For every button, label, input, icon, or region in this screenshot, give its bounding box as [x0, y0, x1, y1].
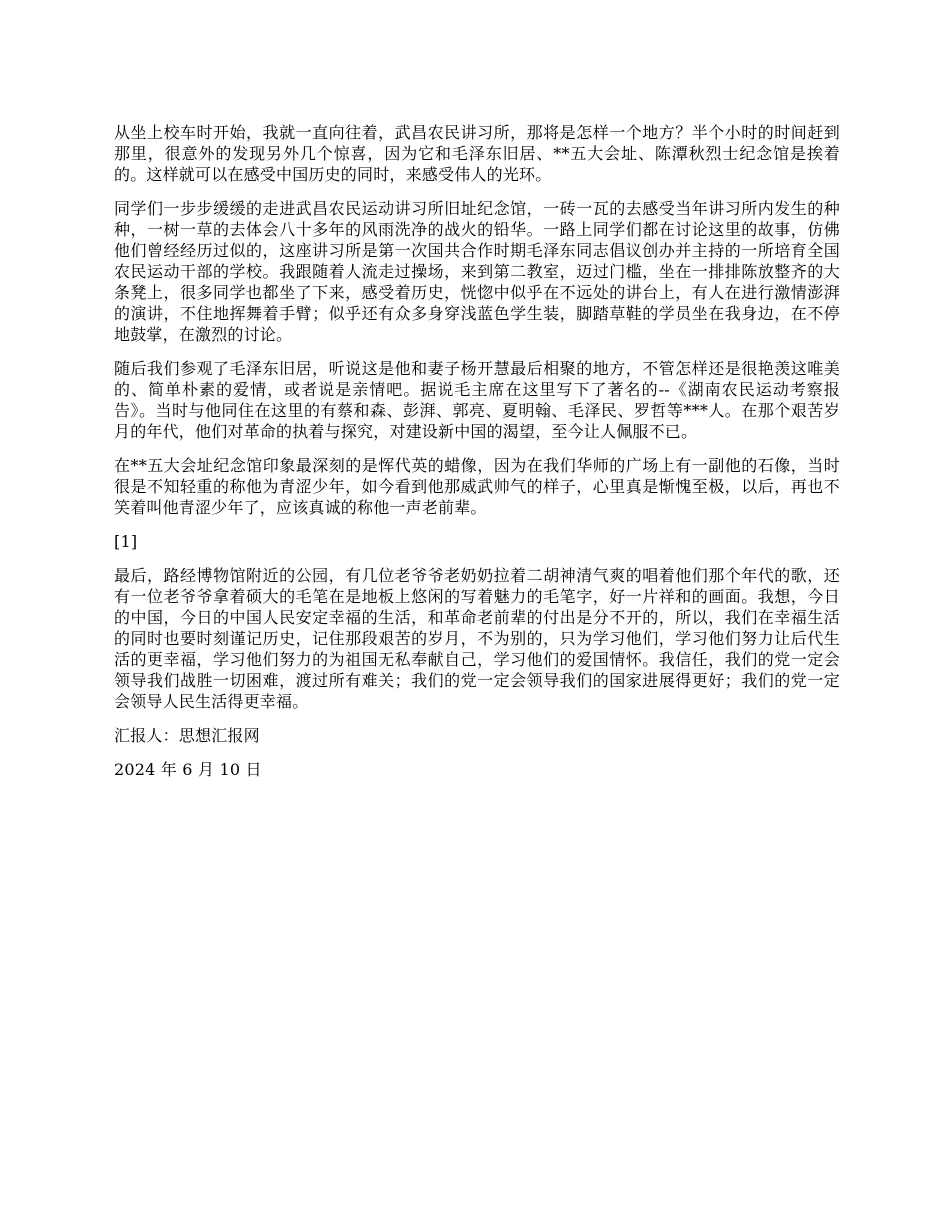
paragraph-congress-site: 在**五大会址纪念馆印象最深刻的是恽代英的蜡像，因为在我们华师的广场上有一副他的石像，当时很是不知轻重的称他为青涩少年，如今看到他那威武帅气的样子，心里真是惭愧至极，以后，再也不笑着叫他青涩少年了，应该真诚的称他一声老前辈。 — [114, 456, 840, 517]
paragraph-conclusion: 最后，路经博物馆附近的公园，有几位老爷爷老奶奶拉着二胡神清气爽的唱着他们那个年代的歌，还有一位老爷爷拿着硕大的毛笔在是地板上悠闲的写着魅力的毛笔字，好一片祥和的画面。我想，今日的中国，今日的中国人民安定幸福的生活，和革命老前辈的付出是分不开的，所以，我们在幸福生活的同时也要时刻谨记历史，记住那段艰苦的岁月，不为别的，只为学习他们，学习他们努力让后代生活的更幸福，学习他们努力的为祖国无私奉献自己，学习他们的爱国情怀。我信任，我们的党一定会领导我们战胜一切困难，渡过所有难关；我们的党一定会领导我们的国家进展得更好；我们的党一定会领导人民生活得更幸福。 — [114, 566, 840, 711]
date-line: 2024 年 6 月 10 日 — [114, 760, 262, 779]
reporter-line: 汇报人：思想汇报网 — [114, 726, 260, 745]
document-page — [114, 122, 840, 793]
paragraph-intro: 从坐上校车时开始，我就一直向往着，武昌农民讲习所，那将是怎样一个地方？半个小时的时间赶到那里，很意外的发现另外几个惊喜，因为它和毛泽东旧居、**五大会址、陈潭秋烈士纪念馆是挨着的。这样就可以在感受中国历史的同时，来感受伟人的光环。 — [114, 123, 840, 184]
footnote-marker: [1] — [114, 532, 138, 551]
paragraph-lecture-hall: 同学们一步步缓缓的走进武昌农民运动讲习所旧址纪念馆，一砖一瓦的去感受当年讲习所内发生的种种，一树一草的去体会八十多年的风雨洗净的战火的铅华。一路上同学们都在讨论这里的故事，仿佛他们曾经经历过似的，这座讲习所是第一次国共合作时期毛泽东同志倡议创办并主持的一所培育全国农民运动干部的学校。我跟随着人流走过操场，来到第二教室，迈过门槛，坐在一排排陈放整齐的大条凳上，很多同学也都坐了下来，感受着历史，恍惚中似乎在不远处的讲台上，有人在进行激情澎湃的演讲，不住地挥舞着手臂；似乎还有众多身穿浅蓝色学生装，脚踏草鞋的学员坐在我身边，在不停地鼓掌，在激烈的讨论。 — [114, 199, 840, 344]
paragraph-former-residence: 随后我们参观了毛泽东旧居，听说这是他和妻子杨开慧最后相聚的地方，不管怎样还是很艳羡这唯美的、简单朴素的爱情，或者说是亲情吧。据说毛主席在这里写下了著名的--《湖南农民运动考察报告》。当时与他同住在这里的有蔡和森、彭湃、郭亮、夏明翰、毛泽民、罗哲等***人。在那个艰苦岁月的年代，他们对革命的执着与探究，对建设新中国的渴望，至今让人佩服不已。 — [114, 359, 840, 441]
